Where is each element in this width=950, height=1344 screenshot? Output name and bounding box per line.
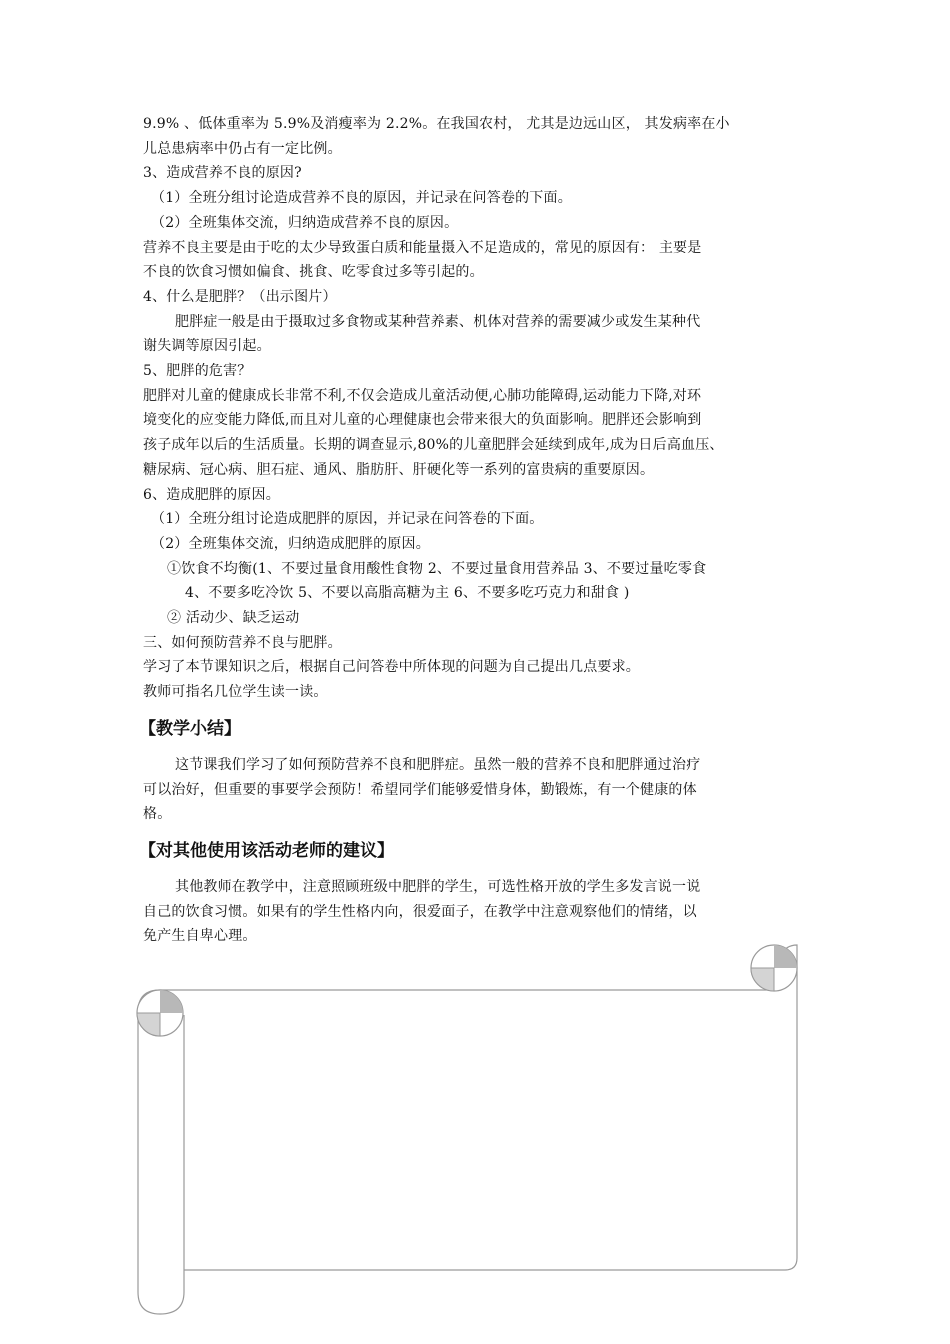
text-line: ② 活动少、缺乏运动	[167, 610, 300, 627]
text-line: （2）全班集体交流，归纳造成肥胖的原因。	[151, 535, 430, 552]
text-line: （1）全班分组讨论造成营养不良的原因，并记录在问答卷的下面。	[151, 190, 572, 207]
text-line: 格。	[143, 806, 172, 823]
text-line: 肥胖症一般是由于摄取过多食物或某种营养素、机体对营养的需要减少或发生某种代	[175, 313, 701, 330]
scroll-sheet	[160, 968, 797, 1270]
text-line: ①饮食不均衡(1、不要过量食用酸性食物 2、不要过量食用营养品 3、不要过量吃零食	[167, 560, 707, 577]
text-line: 境变化的应变能力降低,而且对儿童的心理健康也会带来很大的负面影响。肥胖还会影响到	[143, 412, 702, 429]
top-left-curl-shade	[160, 990, 183, 1013]
section-3-title: 3、造成营养不良的原因?	[143, 165, 302, 182]
text-line: 可以治好，但重要的事要学会预防！希望同学们能够爱惜身体，勤锻炼，有一个健康的体	[143, 781, 697, 798]
text-line: 营养不良主要是由于吃的太少导致蛋白质和能量摄入不足造成的，常见的原因有： 主要是	[143, 239, 702, 256]
text-line: （2）全班集体交流，归纳造成营养不良的原因。	[151, 214, 459, 231]
section-6-title: 6、造成肥胖的原因。	[143, 486, 280, 503]
text-line: 肥胖对儿童的健康成长非常不利,不仅会造成儿童活动便,心肺功能障碍,运动能力下降,对环	[143, 387, 702, 404]
text-line: 9.9% 、低体重率为 5.9%及消瘦率为 2.2%。在我国农村， 尤其是边远山区， 其发病率在小	[143, 116, 730, 132]
summary-heading: 【教学小结】	[139, 718, 241, 739]
section-5-title: 5、肥胖的危害？	[143, 363, 252, 380]
advice-heading: 【对其他使用该活动老师的建议】	[139, 840, 394, 861]
text-line: （1）全班分组讨论造成肥胖的原因，并记录在问答卷的下面。	[151, 511, 544, 528]
text-line: 糖尿病、冠心病、胆石症、通风、脂肪肝、肝硬化等一系列的富贵病的重要原因。	[143, 461, 655, 478]
left-roll	[138, 990, 184, 1314]
section-4-title: 4、什么是肥胖？（出示图片）	[143, 288, 337, 305]
text-line: 谢失调等原因引起。	[143, 338, 271, 355]
text-line: 不良的饮食习惯如偏食、挑食、吃零食过多等引起的。	[143, 264, 484, 281]
top-right-curl-shade	[774, 945, 797, 968]
text-line: 教师可指名几位学生读一读。	[143, 684, 328, 701]
section-three-title: 三、如何预防营养不良与肥胖。	[143, 634, 342, 651]
text-line: 学习了本节课知识之后，根据自己问答卷中所体现的问题为自己提出几点要求。	[143, 659, 640, 676]
text-line: 免产生自卑心理。	[143, 928, 257, 945]
text-line: 自己的饮食习惯。如果有的学生性格内向，很爱面子，在教学中注意观察他们的情绪，以	[143, 903, 697, 920]
text-line: 这节课我们学习了如何预防营养不良和肥胖症。虽然一般的营养不良和肥胖通过治疗	[175, 756, 701, 773]
text-line: 孩子成年以后的生活质量。长期的调查显示,80%的儿童肥胖会延续到成年,成为日后高血压、	[143, 437, 724, 454]
text-line: 4、不要多吃冷饮 5、不要以高脂高糖为主 6、不要多吃巧克力和甜食 )	[185, 585, 630, 602]
text-line: 儿总患病率中仍占有一定比例。	[143, 140, 342, 157]
text-line: 其他教师在教学中，注意照顾班级中肥胖的学生，可选性格开放的学生多发言说一说	[175, 878, 701, 895]
